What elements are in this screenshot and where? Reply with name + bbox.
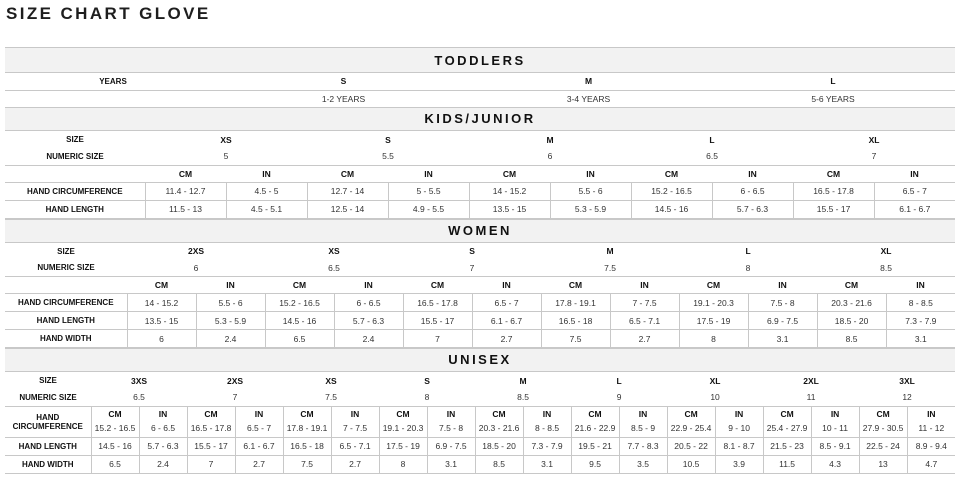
table-cell: 5.7 - 6.3 [334, 312, 403, 330]
unisex-size: XL [709, 375, 721, 386]
table-cell: 3.9 [715, 455, 763, 473]
toddlers-size: L [711, 73, 955, 90]
table-cell: 4.5 - 5 [226, 182, 307, 200]
table-cell: 8.1 - 8.7 [715, 437, 763, 455]
table-cell [427, 406, 475, 437]
unit-cm: CM [826, 168, 841, 179]
table-cell: 5.5 - 6 [550, 182, 631, 200]
table-cell: 15.5 - 17 [793, 200, 874, 218]
table-cell: 6.5 [91, 455, 139, 473]
unit-cm: CM [664, 168, 679, 179]
table-cell: 6 [127, 330, 196, 348]
unit-in: IN [734, 408, 744, 419]
section-heading-women: WOMEN [5, 219, 955, 243]
table-cell: 19.1 - 20.3 [679, 294, 748, 312]
table-cell: 18.5 - 20 [475, 437, 523, 455]
table-cell: 16.5 - 17.8 [793, 182, 874, 200]
unit-cm: CM [780, 408, 794, 419]
table-cell: 11.5 - 13 [145, 200, 226, 218]
table-cell: 12.5 - 14 [307, 200, 388, 218]
table-cell: 6.5 [265, 330, 334, 348]
size-chart [5, 47, 955, 474]
table-cell: 2.7 [235, 455, 283, 473]
table-cell: 8 [379, 455, 427, 473]
table-cell: 6.9 - 7.5 [748, 312, 817, 330]
table-cell: 2.7 [472, 330, 541, 348]
unit-in: IN [158, 408, 168, 419]
table-cell [571, 406, 619, 437]
row-label: HAND CIRCUMFERENCE [5, 294, 127, 312]
kids-numeric: 7 [793, 148, 955, 165]
cell-value: 6 - 6.5 [150, 422, 176, 433]
table-cell: 16.5 - 17.8 [403, 294, 472, 312]
table-cell: 4.9 - 5.5 [388, 200, 469, 218]
kids-numeric: 6 [469, 148, 631, 165]
table-cell: 21.5 - 23 [763, 437, 811, 455]
row-label: HAND CIRCUMFERENCE [5, 406, 91, 437]
unit-in: IN [364, 280, 373, 290]
table-cell: 8.5 - 9.1 [811, 437, 859, 455]
unit-cm: CM [844, 280, 859, 290]
table-cell [475, 406, 523, 437]
table-cell [139, 406, 187, 437]
table-cell: 7.5 - 8 [748, 294, 817, 312]
cell-value: 19.1 - 20.3 [382, 422, 424, 433]
unit-cm: CM [178, 168, 193, 179]
unit-cm: CM [300, 408, 314, 419]
women-numeric: 6.5 [265, 260, 403, 277]
unit-in: IN [916, 280, 925, 290]
table-cell: 19.5 - 21 [571, 437, 619, 455]
row-label: HAND CIRCUMFERENCE [5, 182, 145, 200]
table-cell: 3.1 [427, 455, 475, 473]
unit-cm: CM [108, 408, 122, 419]
table-cell: 16.5 - 18 [541, 312, 610, 330]
table-cell: 7.7 - 8.3 [619, 437, 667, 455]
unit-in: IN [350, 408, 360, 419]
unit-in: IN [748, 168, 757, 179]
table-cell [715, 406, 763, 437]
toddlers-years-spacer [5, 90, 221, 107]
table-cell: 22.5 - 24 [859, 437, 907, 455]
unit-cm: CM [292, 280, 307, 290]
cell-value: 11 - 12 [918, 422, 945, 433]
table-cell: 17.5 - 19 [679, 312, 748, 330]
cell-value: 8 - 8.5 [534, 422, 560, 433]
toddlers-years-value: 1-2 YEARS [321, 93, 366, 104]
cell-value: 7.5 - 8 [438, 422, 464, 433]
kids-size: XL [868, 134, 880, 145]
table-cell: 6 - 6.5 [712, 182, 793, 200]
unisex-size: XS [325, 375, 337, 386]
table-cell: 13.5 - 15 [127, 312, 196, 330]
unit-in: IN [254, 408, 264, 419]
table-cell: 6.5 - 7 [874, 182, 955, 200]
table-cell: 14.5 - 16 [265, 312, 334, 330]
unit-cm: CM [876, 408, 890, 419]
table-cell: 15.5 - 17 [187, 437, 235, 455]
unisex-numeric-label: NUMERIC SIZE [5, 389, 91, 406]
women-numeric: 7.5 [541, 260, 679, 277]
table-cell: 7 - 7.5 [610, 294, 679, 312]
table-cell [235, 406, 283, 437]
table-cell: 11.5 [763, 455, 811, 473]
unit-in: IN [830, 408, 840, 419]
unisex-size: 3XS [130, 375, 148, 386]
unit-in: IN [446, 408, 456, 419]
table-cell: 16.5 - 18 [283, 437, 331, 455]
unisex-size: 2XS [226, 375, 244, 386]
table-cell: 4.7 [907, 455, 955, 473]
table-cell: 8 [679, 330, 748, 348]
section-heading-unisex: UNISEX [5, 348, 955, 372]
unisex-size: L [616, 375, 622, 386]
kids-size-label: SIZE [66, 135, 84, 144]
women-numeric: 8.5 [817, 260, 955, 277]
kids-size: M [546, 134, 554, 145]
women-table [5, 243, 955, 349]
table-cell: 4.3 [811, 455, 859, 473]
unit-in: IN [542, 408, 552, 419]
table-cell: 6.5 - 7.1 [610, 312, 679, 330]
unit-in: IN [640, 280, 649, 290]
kids-numeric-label: NUMERIC SIZE [5, 148, 145, 165]
row-label: HAND WIDTH [5, 455, 91, 473]
unisex-size: 3XL [899, 375, 915, 386]
table-cell: 2.7 [610, 330, 679, 348]
table-cell: 7 [403, 330, 472, 348]
table-cell: 6.1 - 6.7 [472, 312, 541, 330]
women-size: 2XS [187, 246, 205, 256]
unit-in: IN [262, 168, 271, 179]
table-cell [91, 406, 139, 437]
unisex-size: S [424, 375, 430, 386]
table-cell: 8.9 - 9.4 [907, 437, 955, 455]
women-size: M [606, 246, 614, 256]
unit-in: IN [424, 168, 433, 179]
table-row [5, 182, 955, 200]
table-cell: 3.1 [886, 330, 955, 348]
women-numeric-label: NUMERIC SIZE [5, 260, 127, 277]
unisex-size-label: SIZE [39, 376, 57, 385]
women-size: XS [328, 246, 340, 256]
kids-size: L [709, 134, 715, 145]
table-cell: 6.5 - 7 [472, 294, 541, 312]
unisex-numeric: 6.5 [91, 389, 187, 406]
cell-value: 7 - 7.5 [342, 422, 368, 433]
women-size: L [745, 246, 751, 256]
table-row [5, 294, 955, 312]
cell-value: 21.6 - 22.9 [574, 422, 616, 433]
table-cell: 17.8 - 19.1 [541, 294, 610, 312]
table-cell: 5.5 - 6 [196, 294, 265, 312]
section-heading-toddlers: TODDLERS [5, 47, 955, 73]
kids-size: XS [220, 134, 232, 145]
cell-value: 15.2 - 16.5 [94, 422, 136, 433]
table-cell [667, 406, 715, 437]
table-cell: 14.5 - 16 [91, 437, 139, 455]
toddlers-table [5, 73, 955, 107]
row-label: HAND LENGTH [5, 437, 91, 455]
table-cell: 3.5 [619, 455, 667, 473]
unit-cm: CM [502, 168, 517, 179]
table-cell: 14 - 15.2 [469, 182, 550, 200]
women-unit-spacer [5, 277, 127, 294]
table-cell: 4.5 - 5.1 [226, 200, 307, 218]
table-cell: 7.3 - 7.9 [886, 312, 955, 330]
table-cell: 3.1 [748, 330, 817, 348]
table-row [5, 200, 955, 218]
unit-cm: CM [684, 408, 698, 419]
toddlers-years-value: 3-4 YEARS [566, 93, 611, 104]
table-cell: 14 - 15.2 [127, 294, 196, 312]
cell-value: 22.9 - 25.4 [670, 422, 712, 433]
unit-in: IN [586, 168, 595, 179]
table-cell: 18.5 - 20 [817, 312, 886, 330]
table-cell: 15.5 - 17 [403, 312, 472, 330]
toddlers-size: S [221, 73, 466, 90]
row-label: HAND LENGTH [5, 312, 127, 330]
kids-size: S [385, 134, 391, 145]
unit-in: IN [778, 280, 787, 290]
table-cell: 11.4 - 12.7 [145, 182, 226, 200]
kids-numeric: 6.5 [631, 148, 793, 165]
table-cell: 6.5 - 7.1 [331, 437, 379, 455]
unit-in: IN [910, 168, 919, 179]
kids-numeric: 5.5 [307, 148, 469, 165]
table-cell: 15.2 - 16.5 [631, 182, 712, 200]
table-cell: 9.5 [571, 455, 619, 473]
unit-in: IN [638, 408, 648, 419]
cell-value: 27.9 - 30.5 [862, 422, 904, 433]
table-cell [379, 406, 427, 437]
unit-cm: CM [492, 408, 506, 419]
unit-cm: CM [396, 408, 410, 419]
table-row [5, 330, 955, 348]
table-cell: 8.5 [475, 455, 523, 473]
table-cell [187, 406, 235, 437]
unisex-numeric: 9 [571, 389, 667, 406]
table-cell: 10.5 [667, 455, 715, 473]
table-cell: 7 [187, 455, 235, 473]
women-size: XL [880, 246, 892, 256]
table-cell: 5.3 - 5.9 [196, 312, 265, 330]
cell-value: 16.5 - 17.8 [190, 422, 232, 433]
table-cell: 7.5 [283, 455, 331, 473]
unisex-numeric: 11 [763, 389, 859, 406]
table-cell [283, 406, 331, 437]
table-cell: 3.1 [523, 455, 571, 473]
page-title: SIZE CHART GLOVE [6, 4, 211, 23]
unit-cm: CM [154, 280, 169, 290]
unit-cm: CM [706, 280, 721, 290]
table-cell: 7.3 - 7.9 [523, 437, 571, 455]
table-cell: 15.2 - 16.5 [265, 294, 334, 312]
cell-value: 8.5 - 9 [631, 422, 656, 433]
table-cell: 20.5 - 22 [667, 437, 715, 455]
toddlers-years-value: 5-6 YEARS [811, 93, 855, 104]
table-row [5, 437, 955, 455]
table-cell: 14.5 - 16 [631, 200, 712, 218]
toddlers-size: M [466, 73, 711, 90]
table-cell [763, 406, 811, 437]
kids-numeric: 5 [145, 148, 307, 165]
row-label: HAND LENGTH [5, 200, 145, 218]
unisex-numeric: 10 [667, 389, 763, 406]
unit-cm: CM [340, 168, 355, 179]
table-row [5, 406, 955, 437]
unisex-numeric: 12 [859, 389, 955, 406]
unit-in: IN [927, 408, 936, 419]
table-cell [331, 406, 379, 437]
unit-in: IN [502, 280, 511, 290]
unisex-size: 2XL [803, 375, 819, 386]
unisex-size: M [519, 375, 527, 386]
toddlers-years-label: YEARS [5, 73, 221, 90]
women-size-label: SIZE [57, 246, 75, 256]
table-cell: 6.1 - 6.7 [874, 200, 955, 218]
table-cell: 6 - 6.5 [334, 294, 403, 312]
table-cell: 8 - 8.5 [886, 294, 955, 312]
table-cell: 8.5 [817, 330, 886, 348]
women-numeric: 6 [127, 260, 265, 277]
unisex-numeric: 7 [187, 389, 283, 406]
table-cell [907, 406, 955, 437]
unisex-table [5, 372, 955, 474]
table-cell [619, 406, 667, 437]
cell-value: 20.3 - 21.6 [478, 422, 520, 433]
table-cell: 2.4 [139, 455, 187, 473]
table-cell: 5.7 - 6.3 [712, 200, 793, 218]
table-cell: 13.5 - 15 [469, 200, 550, 218]
unisex-numeric: 8.5 [475, 389, 571, 406]
section-heading-kids: KIDS/JUNIOR [5, 107, 955, 131]
table-row [5, 312, 955, 330]
table-cell [811, 406, 859, 437]
cell-value: 25.4 - 27.9 [766, 422, 808, 433]
cell-value: 9 - 10 [728, 422, 750, 433]
table-row [5, 455, 955, 473]
kids-table [5, 131, 955, 219]
unisex-numeric: 8 [379, 389, 475, 406]
unit-in: IN [226, 280, 235, 290]
table-cell: 6.1 - 6.7 [235, 437, 283, 455]
table-cell: 13 [859, 455, 907, 473]
table-cell: 5 - 5.5 [388, 182, 469, 200]
women-numeric: 7 [403, 260, 541, 277]
table-cell: 7.5 [541, 330, 610, 348]
row-label: HAND WIDTH [5, 330, 127, 348]
kids-unit-spacer [5, 165, 145, 182]
cell-value: 17.8 - 19.1 [286, 422, 328, 433]
women-numeric: 8 [679, 260, 817, 277]
table-cell: 2.7 [331, 455, 379, 473]
table-cell [523, 406, 571, 437]
cell-value: 6.5 - 7 [246, 422, 272, 433]
unisex-numeric: 7.5 [283, 389, 379, 406]
table-cell: 6.9 - 7.5 [427, 437, 475, 455]
unit-cm: CM [430, 280, 445, 290]
table-cell: 17.5 - 19 [379, 437, 427, 455]
table-cell: 2.4 [334, 330, 403, 348]
table-cell: 5.7 - 6.3 [139, 437, 187, 455]
unit-cm: CM [204, 408, 218, 419]
unit-cm: CM [588, 408, 602, 419]
table-cell: 2.4 [196, 330, 265, 348]
cell-value: 10 - 11 [822, 422, 848, 433]
table-cell [859, 406, 907, 437]
table-cell: 12.7 - 14 [307, 182, 388, 200]
table-cell: 20.3 - 21.6 [817, 294, 886, 312]
unit-cm: CM [568, 280, 583, 290]
women-size: S [469, 246, 475, 256]
table-cell: 5.3 - 5.9 [550, 200, 631, 218]
